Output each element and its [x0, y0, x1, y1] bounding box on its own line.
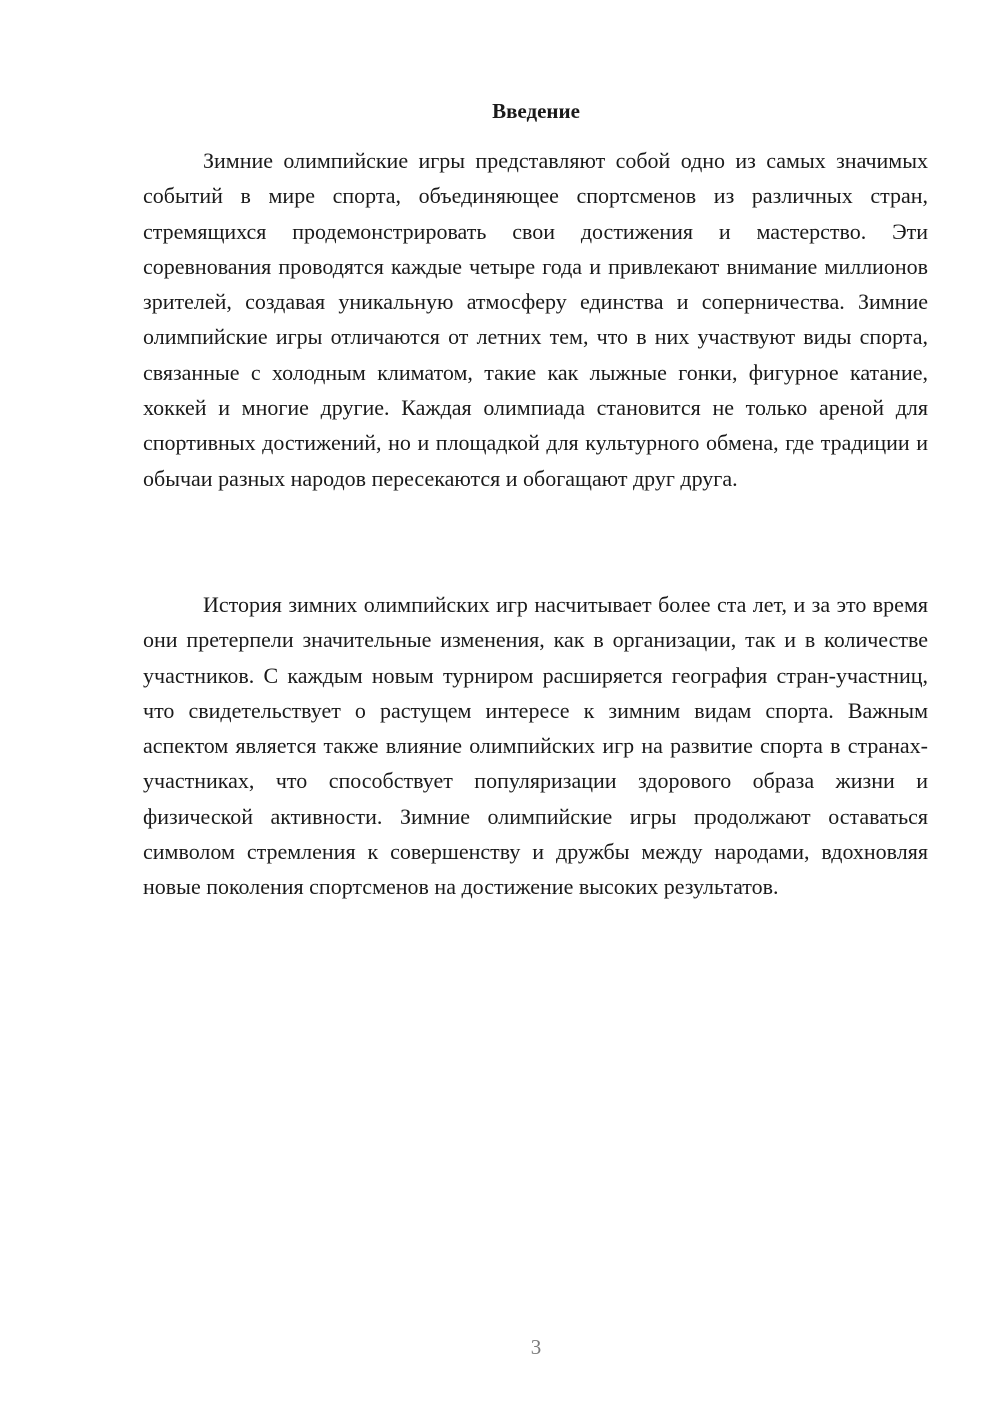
page-number: 3 [530, 1335, 542, 1359]
paragraph-history: История зимних олимпийских игр насчитывает более ста лет, и за это время они претерпели значительные изменения, как в организации, так и в количестве участников. С каждым новым турниром расширяется география стран-участниц, что свидетельствует о растущем интересе к зимним видам спорта. Важным аспектом является также влияние олимпийских игр на развитие спорта в странах-участниках, что способствует популяризации здорового образа жизни и физической активности. Зимние олимпийские игры продолжают оставаться символом стремления к совершенству и дружбы между народами, вдохновляя новые поколения спортсменов на достижение высоких результатов. [143, 592, 928, 900]
section-heading: Введение [492, 99, 580, 123]
paragraph-intro: Зимние олимпийские игры представляют собой одно из самых значимых событий в мире спорта, объединяющее спортсменов из различных стран, стремящихся продемонстрировать свои достижения и мастерство. Эти соревнования проводятся каждые четыре года и привлекают внимание миллионов зрителей, создавая уникальную атмосферу единства и соперничества. Зимние олимпийские игры отличаются от летних тем, что в них участвуют виды спорта, связанные с холодным климатом, такие как лыжные гонки, фигурное катание, хоккей и многие другие. Каждая олимпиада становится не только ареной для спортивных достижений, но и площадкой для культурного обмена, где традиции и обычаи разных народов пересекаются и обогащают друг друга. [143, 148, 928, 491]
